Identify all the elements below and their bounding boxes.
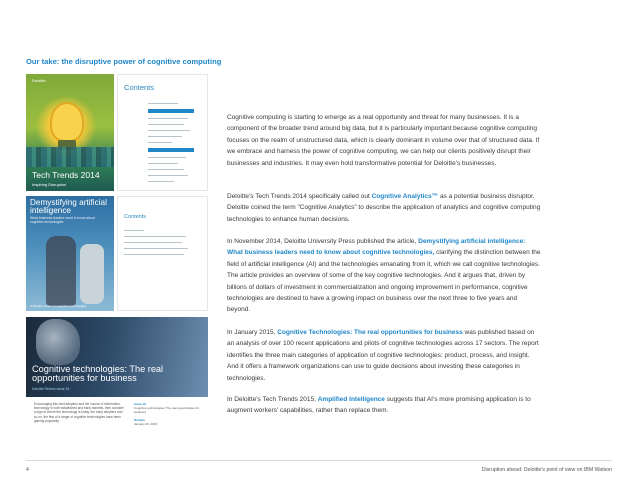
footer-title: Disruption ahead: Deloitte's point of view on IBM Watson [481, 467, 612, 473]
amplified-intelligence-link[interactable]: Amplified Intelligence [317, 396, 385, 403]
tech-trends-cover-title: Tech Trends 2014 [32, 170, 100, 180]
paragraph-text: Deloitte's Tech Trends 2014 specifically called out [227, 193, 372, 200]
paragraph-tech-trends-2014 [227, 191, 542, 225]
demystifying-ai-cover-title: Demystifying artificial intelligence [30, 198, 107, 215]
sidebar-heading: Issue 16 [134, 402, 146, 406]
page-number: 4 [26, 467, 29, 473]
cognitive-technologies-cover-subtitle: Deloitte Review Issue 16 [32, 387, 70, 391]
face-image [36, 319, 80, 365]
deloitte-logo: Deloitte. [32, 78, 47, 83]
tech-trends-contents-page [117, 74, 208, 191]
lightbulb-icon [50, 102, 84, 142]
paragraph-intro: Cognitive computing is starting to emerge as a real opportunity and threat for many businesses. It is a component of the broader trend around big data, but it is particularly important because cognitive computing focuses on the realm of unstructured data, which is clearly dominant in volume over that of structured data. If we embrace and harness the power of cognitive computing, we can help our clients positively disrupt their businesses and industries. It may even hold transformative potential for Deloitte's businesses. [227, 114, 540, 167]
cognitive-analytics-link[interactable]: Cognitive Analytics™ [371, 193, 439, 200]
paragraph-demystifying-ai [227, 236, 542, 316]
paragraph-tech-trends-2015 [227, 394, 542, 417]
paragraph-text: suggests that AI's more promising application is to augment workers' capabilities, rather than replace them. [227, 396, 531, 415]
sidebar-text: January 26, 2015 [134, 422, 158, 426]
cognitive-technologies-body [26, 397, 208, 450]
paragraph-text: clarifying the distinction between the field of artificial intelligence (AI) and the technologies emanating from it, which we call cognitive technologies. The article provides an overview of some of the key cognitive technologies. And it argues that, driven by billions of dollars of investment in commercialization and ongoing improvement in performance, cognitive technologies are destined to have a growing impact on business over the next three to five years and beyond. [227, 249, 541, 314]
cognitive-technologies-link[interactable]: Cognitive Technologies: The real opportunities for business [277, 329, 463, 336]
paragraph-text: as a potential business disruptor. Deloitte coined the term "Cognitive Analytics" to describe the application of analytics and cognitive computing technologies to enhance human decisions. [227, 193, 541, 223]
tech-trends-cover [26, 74, 114, 191]
footer-divider [26, 460, 612, 461]
cognitive-technologies-thumbnail [26, 317, 208, 450]
demystifying-ai-cover-footer: A Deloitte series on cognitive technologies [30, 304, 87, 308]
tech-trends-thumbnail [26, 74, 208, 191]
cognitive-technologies-sidebar [134, 402, 204, 426]
paragraph-text: In November 2014, Deloitte University Press published the article, [227, 238, 419, 245]
contents-highlight-bar [148, 109, 194, 113]
paragraph-cognitive-technologies [227, 327, 542, 384]
paragraph-text: In Deloitte's Tech Trends 2015, [227, 396, 318, 403]
demystifying-ai-cover-subtitle: What business leaders need to know about cognitive technologies [30, 216, 95, 224]
city-skyline [26, 147, 114, 167]
demystifying-ai-link[interactable]: Demystifying artificial intelligence: What business leaders need to know about cognitive technologies, [227, 238, 526, 257]
demystifying-ai-contents-page [117, 196, 208, 311]
demystifying-ai-thumbnail [26, 196, 208, 311]
robot-figure [80, 244, 104, 304]
tech-trends-cover-subtitle: Inspiring Disruption [32, 182, 67, 187]
cognitive-technologies-body-text: Encouraging this next adoption and the course of information technology in both established and early markets, then consider a sign of where the technology is today, the early adopters and so on, the first of a range of cognitive technologies have been gaining popularity. [34, 402, 125, 423]
cognitive-technologies-cover-title: Cognitive technologies: The real opportunities for business [32, 364, 164, 384]
sidebar-heading: Deloitte [134, 418, 146, 422]
paragraph-text: In January 2015, [227, 329, 278, 336]
paragraph-text: was published based on an analysis of over 100 recent applications and pilots of cognitive technologies across 17 sectors. The report identifies the three main categories of application of cognitive technologies: product, process, and insight. And it offers a framework organizations can use to guide decisions about investing these categories in technologies. [227, 329, 539, 382]
contents-title: Contents [124, 83, 155, 92]
person-figure [46, 236, 76, 306]
demystifying-ai-cover [26, 196, 114, 311]
contents-highlight-bar [148, 148, 194, 152]
cognitive-technologies-cover [26, 317, 208, 397]
sidebar-text: Cognitive technologies: The real opportunities for business [134, 406, 200, 414]
section-heading: Our take: the disruptive power of cognitive computing [26, 57, 222, 66]
contents-title: Contents [124, 214, 147, 220]
